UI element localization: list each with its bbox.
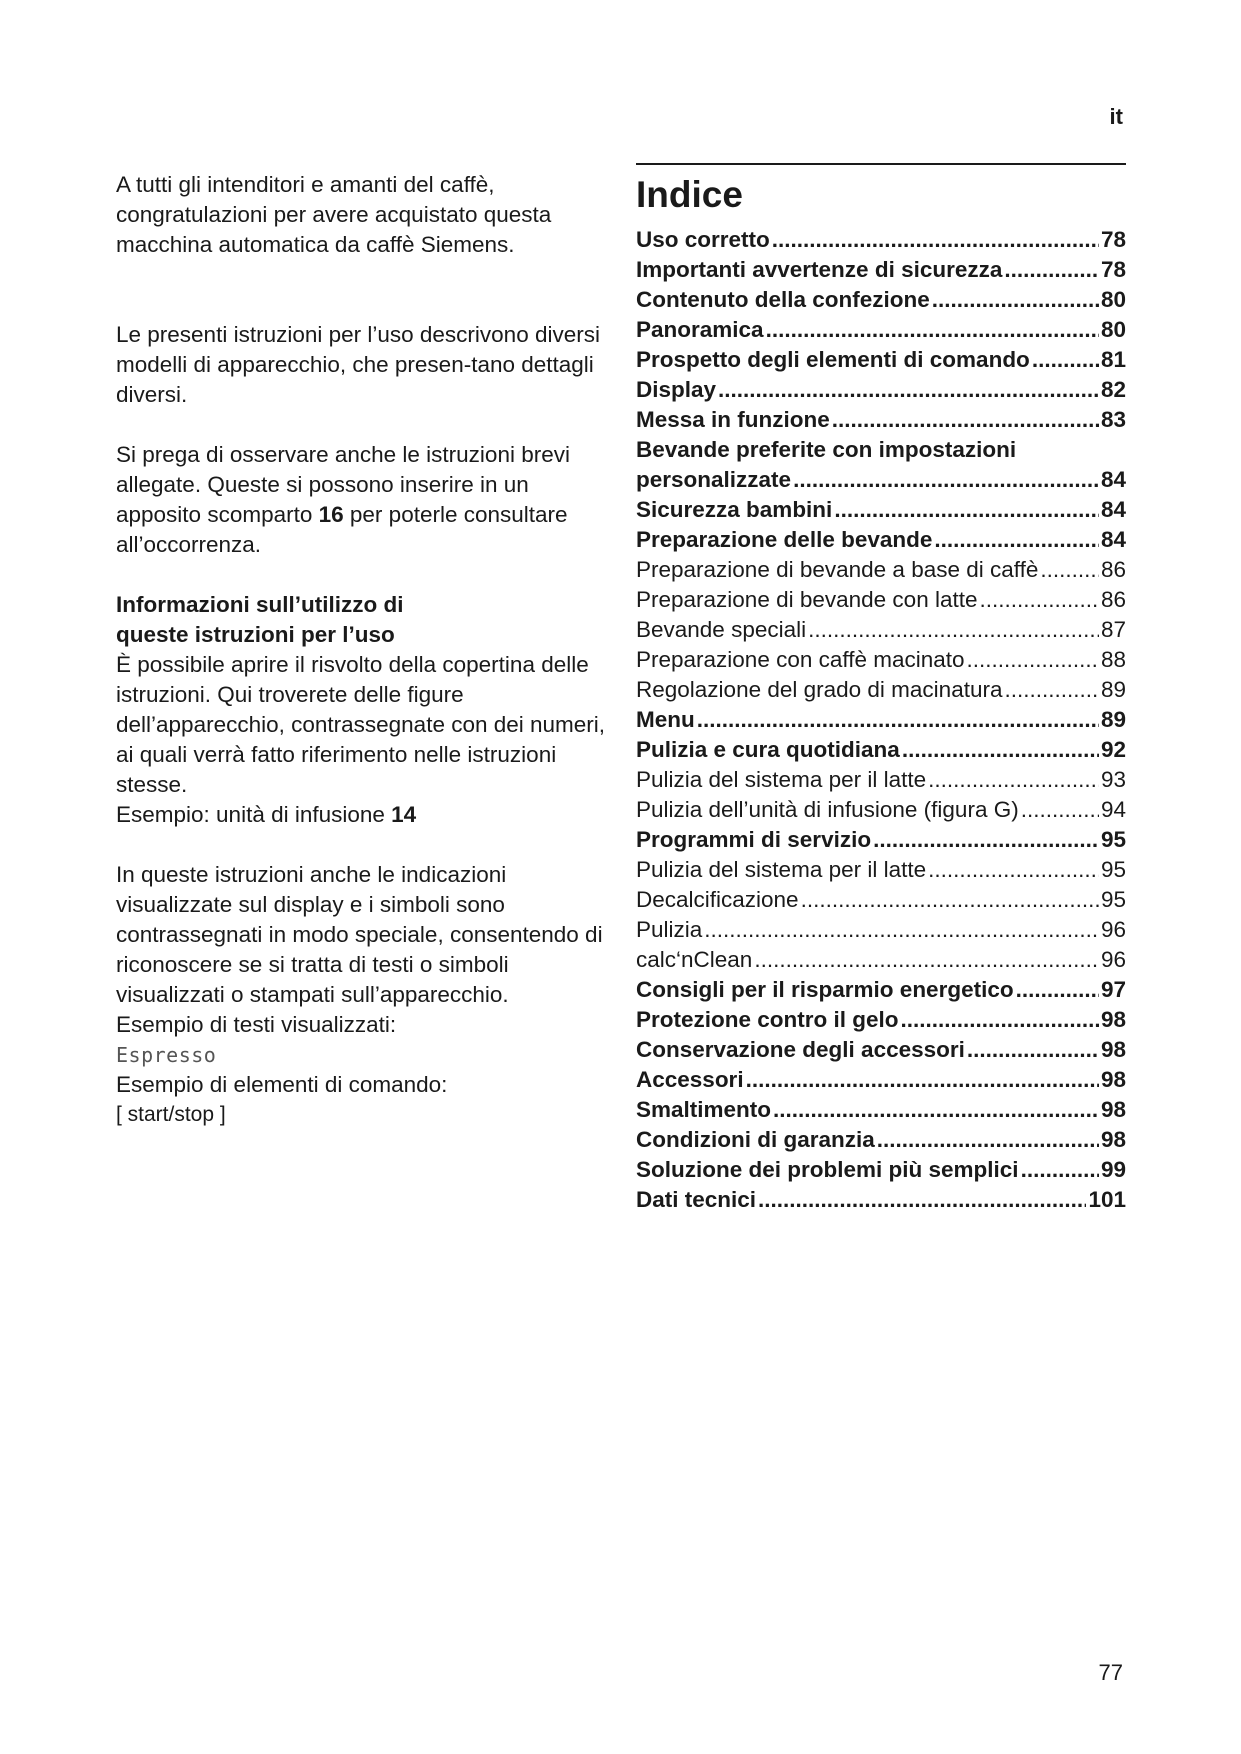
toc-dot-leader — [766, 315, 1099, 345]
toc-entry[interactable] — [636, 945, 1126, 975]
toc-dot-leader — [1032, 345, 1099, 375]
toc-entry-page: 86 — [1100, 587, 1126, 612]
toc-dot-leader — [773, 1095, 1099, 1125]
toc-entry[interactable] — [636, 1155, 1126, 1185]
compartment-ref-number: 16 — [318, 502, 344, 527]
toc-entry[interactable] — [636, 465, 1126, 495]
toc-dot-leader — [758, 1185, 1086, 1215]
toc-entry[interactable] — [636, 405, 1126, 435]
toc-dot-leader — [834, 495, 1099, 525]
toc-entry-page: 92 — [1100, 737, 1126, 762]
toc-dot-leader — [704, 915, 1099, 945]
toc-entry[interactable] — [636, 585, 1126, 615]
models-paragraph: Le presenti istruzioni per l’uso descrivono diversi modelli di apparecchio, che presen-tano dettagli diversi. — [116, 322, 600, 407]
toc-entry-label: Soluzione dei problemi più semplici — [636, 1157, 1019, 1182]
toc-entry-label: Pulizia del sistema per il latte — [636, 767, 927, 792]
toc-entry[interactable] — [636, 735, 1126, 765]
toc-entry-page: 98 — [1100, 1127, 1126, 1152]
short-instructions-paragraph: Si prega di osservare anche le istruzioni brevi allegate. Queste si possono inserire in un apposito scomparto 16 per poterle consultare all’occorrenza. — [116, 442, 570, 557]
toc-dot-leader — [928, 765, 1099, 795]
toc-dot-leader — [967, 1035, 1099, 1065]
toc-entry[interactable] — [636, 285, 1126, 315]
table-of-contents — [636, 163, 1126, 1215]
page-number: 77 — [1098, 1660, 1123, 1685]
toc-dot-leader — [746, 1065, 1099, 1095]
toc-entry-page: 98 — [1100, 1097, 1126, 1122]
spacer — [116, 830, 616, 860]
intro-column — [116, 170, 616, 1130]
toc-entry[interactable] — [636, 375, 1126, 405]
toc-entry[interactable] — [636, 1065, 1126, 1095]
info-heading-line-2: queste istruzioni per l’uso — [116, 622, 395, 647]
toc-dot-leader — [902, 735, 1099, 765]
toc-dot-leader — [932, 285, 1099, 315]
toc-dot-leader — [1040, 555, 1099, 585]
toc-dot-leader — [718, 375, 1099, 405]
toc-entry-label: Pulizia del sistema per il latte — [636, 857, 927, 882]
toc-list — [636, 225, 1126, 1215]
example-control-value: [ start/stop ] — [116, 1103, 226, 1126]
toc-dot-leader — [1016, 975, 1099, 1005]
example-display-value: Espresso — [116, 1043, 217, 1067]
toc-dot-leader — [1021, 1155, 1099, 1185]
example-display-label: Esempio di testi visualizzati: — [116, 1012, 397, 1037]
toc-entry[interactable] — [636, 1095, 1126, 1125]
toc-entry-label: Menu — [636, 707, 695, 732]
unit-ref-number: 14 — [391, 802, 417, 827]
toc-entry[interactable] — [636, 915, 1126, 945]
toc-entry[interactable] — [636, 555, 1126, 585]
toc-entry-page: 78 — [1100, 227, 1126, 252]
intro-paragraph: A tutti gli intenditori e amanti del caffè, congratulazioni per avere acquistato questa macchina automatica da caffè Siemens. — [116, 172, 552, 257]
toc-entry[interactable] — [636, 675, 1126, 705]
toc-dot-leader — [697, 705, 1099, 735]
info-heading-line-1: Informazioni sull’utilizzo di — [116, 592, 404, 617]
toc-entry[interactable] — [636, 1125, 1126, 1155]
toc-entry-page: 84 — [1100, 497, 1126, 522]
toc-dot-leader — [1004, 255, 1099, 285]
toc-dot-leader — [801, 885, 1099, 915]
toc-entry[interactable] — [636, 975, 1126, 1005]
toc-entry[interactable] — [636, 255, 1126, 285]
toc-entry-page: 88 — [1100, 647, 1126, 672]
toc-entry-page: 82 — [1100, 377, 1126, 402]
toc-entry-page: 98 — [1100, 1037, 1126, 1062]
toc-entry[interactable] — [636, 615, 1126, 645]
toc-dot-leader — [967, 645, 1099, 675]
toc-entry-label: Pulizia dell’unità di infusione (figura G) — [636, 797, 1019, 822]
toc-entry[interactable] — [636, 525, 1126, 555]
toc-entry-page: 97 — [1100, 977, 1126, 1002]
toc-entry[interactable] — [636, 855, 1126, 885]
toc-entry[interactable] — [636, 645, 1126, 675]
language-code: it — [1109, 104, 1123, 129]
toc-entry[interactable] — [636, 825, 1126, 855]
toc-entry-label: Conservazione degli accessori — [636, 1037, 965, 1062]
toc-entry-page: 99 — [1100, 1157, 1126, 1182]
example-control-label: Esempio di elementi di comando: — [116, 1072, 448, 1097]
toc-entry[interactable] — [636, 705, 1126, 735]
toc-entry[interactable] — [636, 225, 1126, 255]
toc-entry-page: 89 — [1100, 707, 1126, 732]
toc-top-rule — [636, 163, 1126, 165]
toc-entry-page: 96 — [1100, 947, 1126, 972]
toc-entry-page: 96 — [1100, 917, 1126, 942]
toc-dot-leader — [754, 945, 1099, 975]
toc-entry-page: 89 — [1100, 677, 1126, 702]
toc-entry[interactable] — [636, 345, 1126, 375]
toc-dot-leader — [934, 525, 1099, 555]
toc-entry[interactable] — [636, 315, 1126, 345]
toc-dot-leader — [793, 465, 1099, 495]
toc-entry-label: Dati tecnici — [636, 1187, 757, 1212]
toc-entry-page: 95 — [1100, 827, 1126, 852]
toc-entry-page: 80 — [1100, 287, 1126, 312]
toc-entry-page: 93 — [1100, 767, 1126, 792]
toc-entry-page: 87 — [1100, 617, 1126, 642]
toc-entry-label: Preparazione di bevande con latte — [636, 587, 978, 612]
toc-dot-leader — [1004, 675, 1098, 705]
toc-dot-leader — [808, 615, 1099, 645]
toc-entry[interactable] — [636, 1035, 1126, 1065]
toc-entry-label: Pulizia — [636, 917, 703, 942]
toc-entry[interactable] — [636, 1005, 1126, 1035]
spacer — [116, 560, 616, 590]
toc-entry-page: 83 — [1100, 407, 1126, 432]
toc-entry-page: 94 — [1100, 797, 1126, 822]
spacer — [116, 410, 616, 440]
toc-entry-page: 86 — [1100, 557, 1126, 582]
toc-entry-label: personalizzate — [636, 467, 792, 492]
toc-entry-page: 95 — [1100, 857, 1126, 882]
toc-entry-label: Smaltimento — [636, 1097, 772, 1122]
toc-entry-label: Preparazione con caffè macinato — [636, 647, 965, 672]
toc-entry-page: 101 — [1088, 1187, 1126, 1212]
toc-entry-heading: Bevande preferite con impostazioni — [636, 437, 1017, 462]
toc-entry-page: 98 — [1100, 1007, 1126, 1032]
toc-entry-page: 95 — [1100, 887, 1126, 912]
toc-entry-label: Preparazione di bevande a base di caffè — [636, 557, 1039, 582]
toc-entry-label: Uso corretto — [636, 227, 770, 252]
example-unit: Esempio: unità di infusione 14 — [116, 802, 417, 827]
toc-entry-page: 80 — [1100, 317, 1126, 342]
toc-dot-leader — [877, 1125, 1099, 1155]
toc-entry-page: 84 — [1100, 467, 1126, 492]
toc-entry-label: Regolazione del grado di macinatura — [636, 677, 1003, 702]
toc-entry[interactable] — [636, 495, 1126, 525]
toc-entry-label: Contenuto della confezione — [636, 287, 930, 312]
toc-entry-label: Protezione contro il gelo — [636, 1007, 899, 1032]
toc-entry-label: Panoramica — [636, 317, 764, 342]
toc-dot-leader — [873, 825, 1099, 855]
toc-dot-leader — [980, 585, 1099, 615]
toc-entry-label: Decalcificazione — [636, 887, 799, 912]
toc-dot-leader — [1021, 795, 1099, 825]
toc-entry-label: Importanti avvertenze di sicurezza — [636, 257, 1003, 282]
toc-entry-label: Messa in funzione — [636, 407, 830, 432]
toc-entry-label: calc‘nClean — [636, 947, 753, 972]
toc-entry-label: Condizioni di garanzia — [636, 1127, 875, 1152]
toc-entry-label: Prospetto degli elementi di comando — [636, 347, 1030, 372]
toc-entry-label: Programmi di servizio — [636, 827, 872, 852]
toc-entry[interactable] — [636, 885, 1126, 915]
spacer — [116, 260, 616, 320]
toc-entry-label: Preparazione delle bevande — [636, 527, 933, 552]
toc-entry[interactable] — [636, 795, 1126, 825]
toc-entry-label: Accessori — [636, 1067, 744, 1092]
toc-entry[interactable] — [636, 1185, 1126, 1215]
toc-dot-leader — [772, 225, 1099, 255]
toc-dot-leader — [928, 855, 1099, 885]
toc-entry-page: 84 — [1100, 527, 1126, 552]
display-paragraph: In queste istruzioni anche le indicazioni visualizzate sul display e i simboli sono contrassegnati in modo speciale, consentendo di riconoscere se si tratta di testi o simboli visualizzati o stampati sull’apparecchio. — [116, 862, 603, 1007]
toc-dot-leader — [832, 405, 1099, 435]
toc-entry-page: 81 — [1100, 347, 1126, 372]
info-body: È possibile aprire il risvolto della copertina delle istruzioni. Qui troverete delle figure dell’apparecchio, contrassegnate con dei numeri, ai quali verrà fatto riferimento nelle istruzioni stesse. — [116, 652, 606, 797]
toc-entry-label: Display — [636, 377, 717, 402]
toc-title: Indice — [636, 174, 743, 215]
toc-entry-page: 78 — [1100, 257, 1126, 282]
toc-entry-label: Sicurezza bambini — [636, 497, 833, 522]
toc-entry-label: Consigli per il risparmio energetico — [636, 977, 1014, 1002]
toc-dot-leader — [901, 1005, 1099, 1035]
toc-entry-page: 98 — [1100, 1067, 1126, 1092]
toc-entry-label: Pulizia e cura quotidiana — [636, 737, 900, 762]
toc-entry-label: Bevande speciali — [636, 617, 807, 642]
toc-entry[interactable] — [636, 765, 1126, 795]
